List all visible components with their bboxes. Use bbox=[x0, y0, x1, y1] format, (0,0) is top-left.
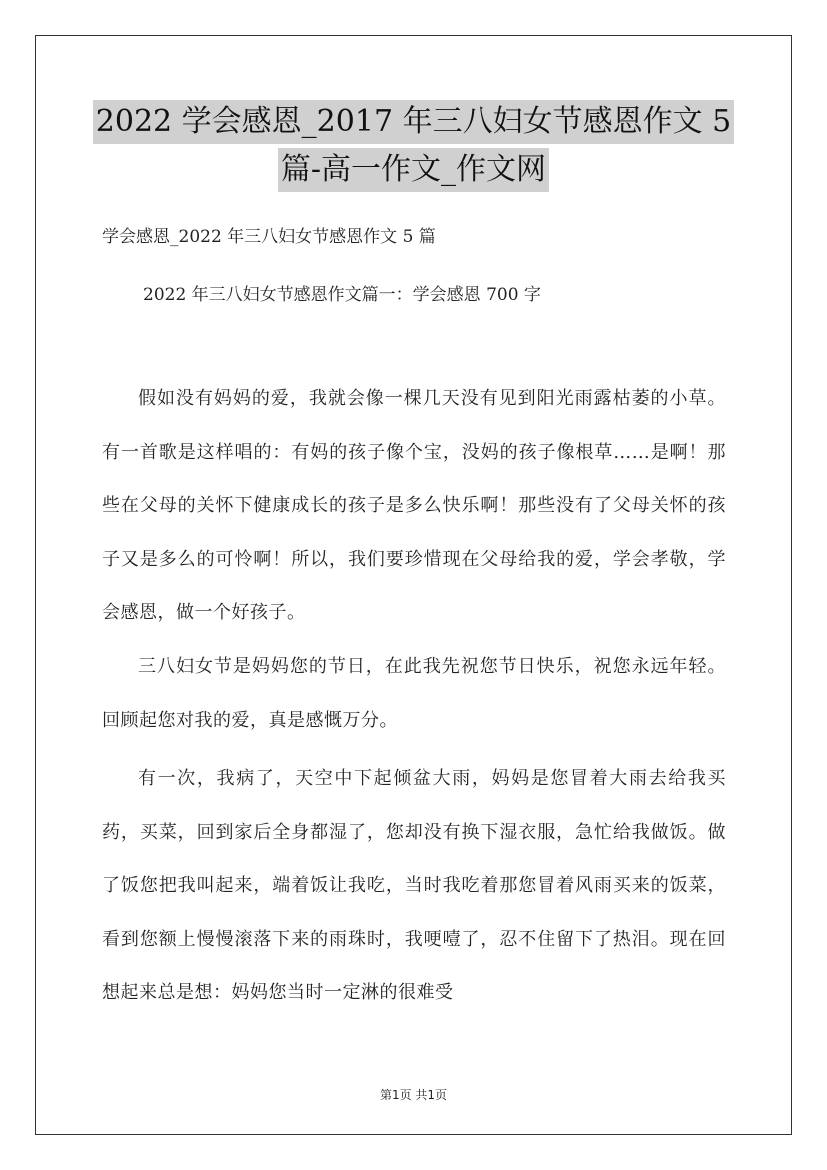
page-footer: 第1页 共1页 bbox=[379, 1088, 448, 1102]
title-line-2: 篇-高一作文_作文网 bbox=[278, 148, 549, 192]
body-paragraph: 三八妇女节是妈妈您的节日，在此我先祝您节日快乐，祝您永远年轻。回顾起您对我的爱，真是感慨万分。 bbox=[102, 656, 726, 731]
document-title bbox=[0, 100, 827, 192]
body-paragraph: 假如没有妈妈的爱，我就会像一棵几天没有见到阳光雨露枯萎的小草。有一首歌是这样唱的：有妈的孩子像个宝，没妈的孩子像根草……是啊！那些在父母的关怀下健康成长的孩子是多么快乐啊！那些没有了父母关怀的孩子又是多么的可怜啊！所以，我们要珍惜现在父母给我的爱，学会孝敬，学会感恩，做一个好孩子。 bbox=[102, 388, 726, 623]
document-subtitle: 学会感恩_2022 年三八妇女节感恩作文 5 篇 bbox=[102, 227, 436, 247]
body-paragraph: 有一次，我病了，天空中下起倾盆大雨，妈妈是您冒着大雨去给我买药，买菜，回到家后全身都湿了，您却没有换下湿衣服，急忙给我做饭。做了饭您把我叫起来，端着饭让我吃，当时我吃着那您冒着风雨买来的饭菜，看到您额上慢慢滚落下来的雨珠时，我哽噎了，忍不住留下了热泪。现在回想起来总是想：妈妈您当时一定淋的很难受 bbox=[102, 768, 726, 1003]
section-heading: 2022 年三八妇女节感恩作文篇一：学会感恩 700 字 bbox=[143, 285, 541, 305]
title-line-1: 2022 学会感恩_2017 年三八妇女节感恩作文 5 bbox=[93, 100, 734, 144]
